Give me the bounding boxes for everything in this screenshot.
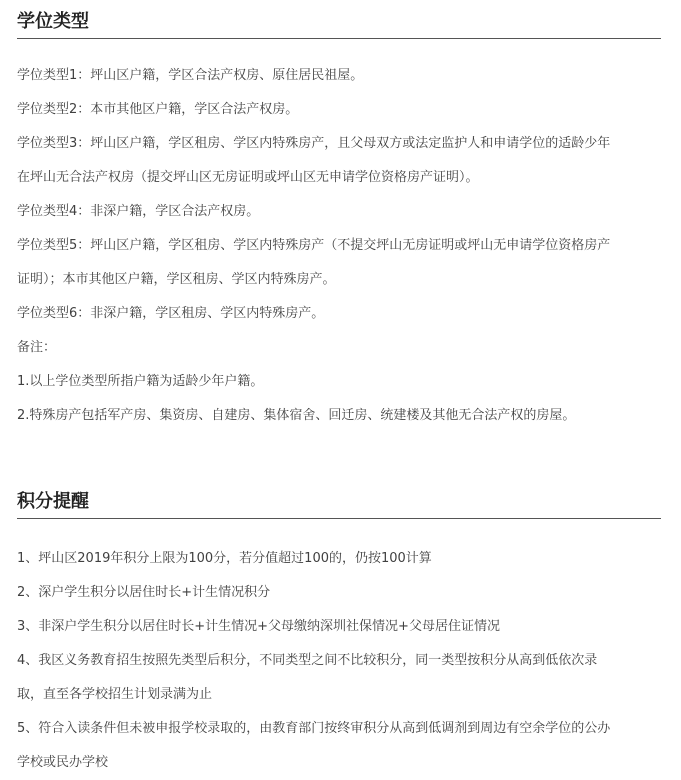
degree-type-3	[17, 127, 661, 195]
degree-type-5	[17, 229, 661, 297]
degree-type-5-line1: 学位类型5：坪山区户籍，学区租房、学区内特殊房产（不提交坪山无房证明或坪山无申请学位资格房产	[17, 238, 611, 253]
degree-type-5-line2: 证明）；本市其他区户籍，学区租房、学区内特殊房产。	[17, 272, 336, 287]
degree-type-3-line1: 学位类型3：坪山区户籍，学区租房、学区内特殊房产，且父母双方或法定监护人和申请学位的适龄少年	[17, 136, 611, 151]
reminder-item-5	[17, 712, 661, 780]
degree-type-list	[17, 59, 661, 433]
notes-label: 备注：	[17, 340, 57, 355]
degree-type-heading: 学位类型	[17, 0, 661, 39]
reminder-item-4	[17, 644, 661, 712]
degree-type-section	[17, 0, 661, 433]
degree-type-2: 学位类型2：本市其他区户籍，学区合法产权房。	[17, 102, 299, 117]
reminder-item-3: 3、非深户学生积分以居住时长+计生情况+父母缴纳深圳社保情况+父母居住证情况	[17, 619, 500, 634]
degree-type-6: 学位类型6：非深户籍，学区租房、学区内特殊房产。	[17, 306, 325, 321]
degree-type-4: 学位类型4：非深户籍，学区合法产权房。	[17, 204, 260, 219]
degree-type-3-line2: 在坪山无合法产权房（提交坪山区无房证明或坪山区无申请学位资格房产证明）。	[17, 170, 479, 185]
points-reminder-heading: 积分提醒	[17, 480, 661, 519]
note-2: 2.特殊房产包括军产房、集资房、自建房、集体宿舍、回迁房、统建楼及其他无合法产权的房屋。	[17, 408, 576, 423]
reminder-item-5-line1: 5、符合入读条件但未被申报学校录取的，由教育部门按终审积分从高到低调剂到周边有空余学位的公办	[17, 721, 611, 736]
degree-type-1: 学位类型1：坪山区户籍，学区合法产权房、原住居民祖屋。	[17, 68, 364, 83]
reminder-item-4-line1: 4、我区义务教育招生按照先类型后积分，不同类型之间不比较积分，同一类型按积分从高到低依次录	[17, 653, 598, 668]
reminder-item-2: 2、深户学生积分以居住时长+计生情况积分	[17, 585, 271, 600]
note-1: 1.以上学位类型所指户籍为适龄少年户籍。	[17, 374, 264, 389]
reminder-item-1: 1、坪山区2019年积分上限为100分，若分值超过100的，仍按100计算	[17, 551, 432, 566]
points-reminder-list	[17, 542, 661, 780]
points-reminder-section	[17, 480, 661, 780]
reminder-item-4-line2: 取，直至各学校招生计划录满为止	[17, 687, 213, 702]
reminder-item-5-line2: 学校或民办学校	[17, 755, 109, 770]
